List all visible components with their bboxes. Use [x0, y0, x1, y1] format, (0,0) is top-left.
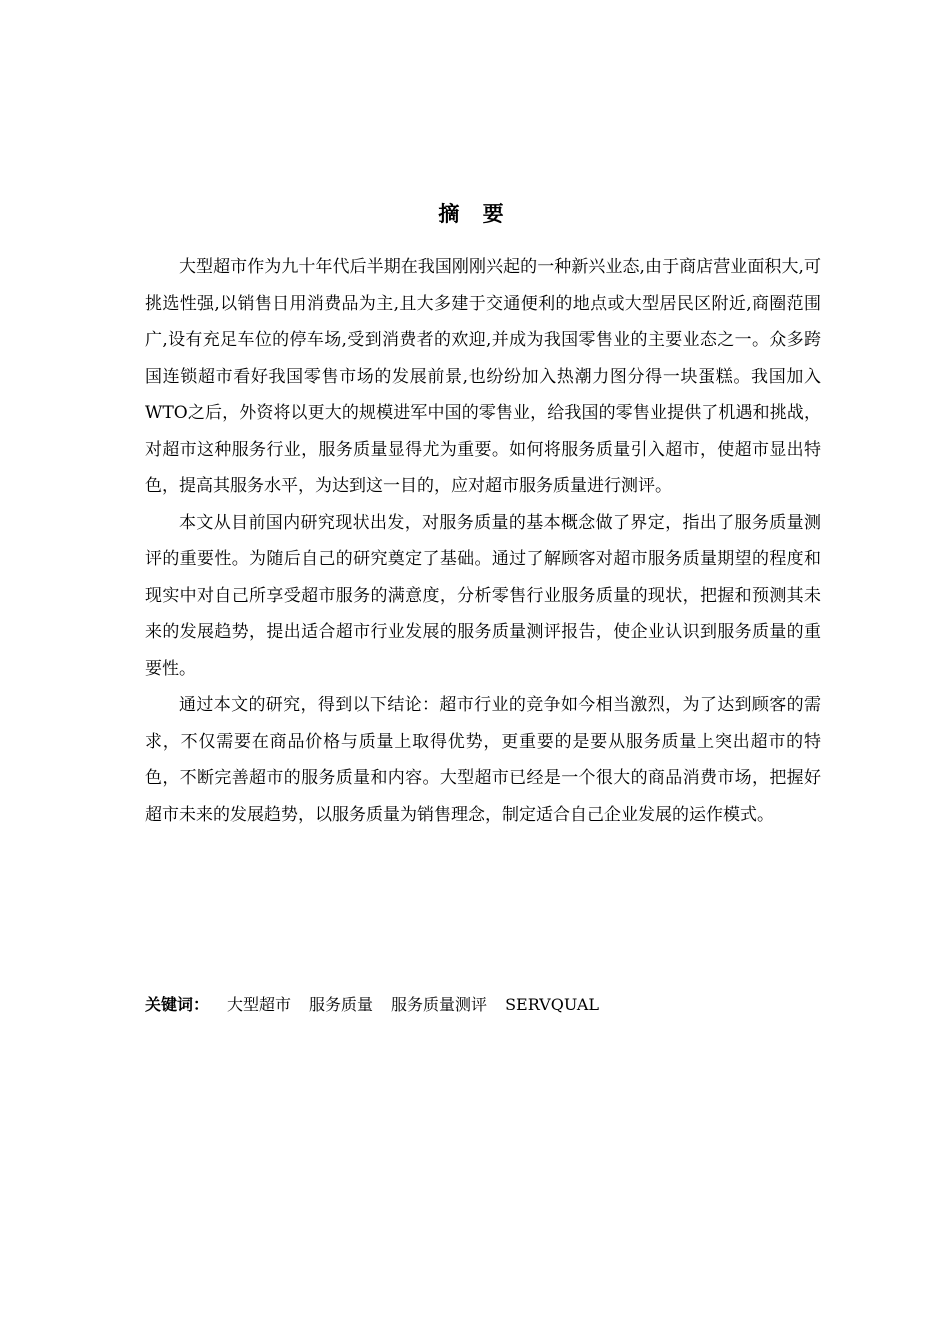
keyword-item: 服务质量	[309, 995, 374, 1014]
keyword-item: 服务质量测评	[391, 995, 488, 1014]
abstract-paragraph-1: 大型超市作为九十年代后半期在我国刚刚兴起的一种新兴业态,由于商店营业面积大,可挑选性强,以销售日用消费品为主,且大多建于交通便利的地点或大型居民区附近,商圈范围广,设有充足车位的停车场,受到消费者的欢迎,并成为我国零售业的主要业态之一。众多跨国连锁超市看好我国零售市场的发展前景,也纷纷加入热潮力图分得一块蛋糕。我国加入WTO之后，外资将以更大的规模进军中国的零售业，给我国的零售业提供了机遇和挑战，对超市这种服务行业，服务质量显得尤为重要。如何将服务质量引入超市，使超市显出特色，提高其服务水平，为达到这一目的，应对超市服务质量进行测评。	[145, 257, 821, 496]
keyword-item: SERVQUAL	[505, 995, 600, 1014]
keywords-line	[145, 988, 821, 1022]
abstract-paragraph-2: 本文从目前国内研究现状出发，对服务质量的基本概念做了界定，指出了服务质量测评的重要性。为随后自己的研究奠定了基础。通过了解顾客对超市服务质量期望的程度和现实中对自己所享受超市服务的满意度，分析零售行业服务质量的现状，把握和预测其未来的发展趋势，提出适合超市行业发展的服务质量测评报告，使企业认识到服务质量的重要性。	[145, 512, 821, 679]
abstract-paragraph-3: 通过本文的研究，得到以下结论：超市行业的竞争如今相当激烈，为了达到顾客的需求，不仅需要在商品价格与质量上取得优势，更重要的是要从服务质量上突出超市的特色，不断完善超市的服务质量和内容。大型超市已经是一个很大的商品消费市场，把握好超市未来的发展趋势，以服务质量为销售理念，制定适合自己企业发展的运作模式。	[145, 695, 821, 825]
abstract-title: 摘 要	[438, 202, 512, 226]
keyword-item: 大型超市	[227, 995, 292, 1014]
keywords-label: 关键词：	[145, 995, 210, 1014]
abstract-body	[145, 249, 821, 833]
